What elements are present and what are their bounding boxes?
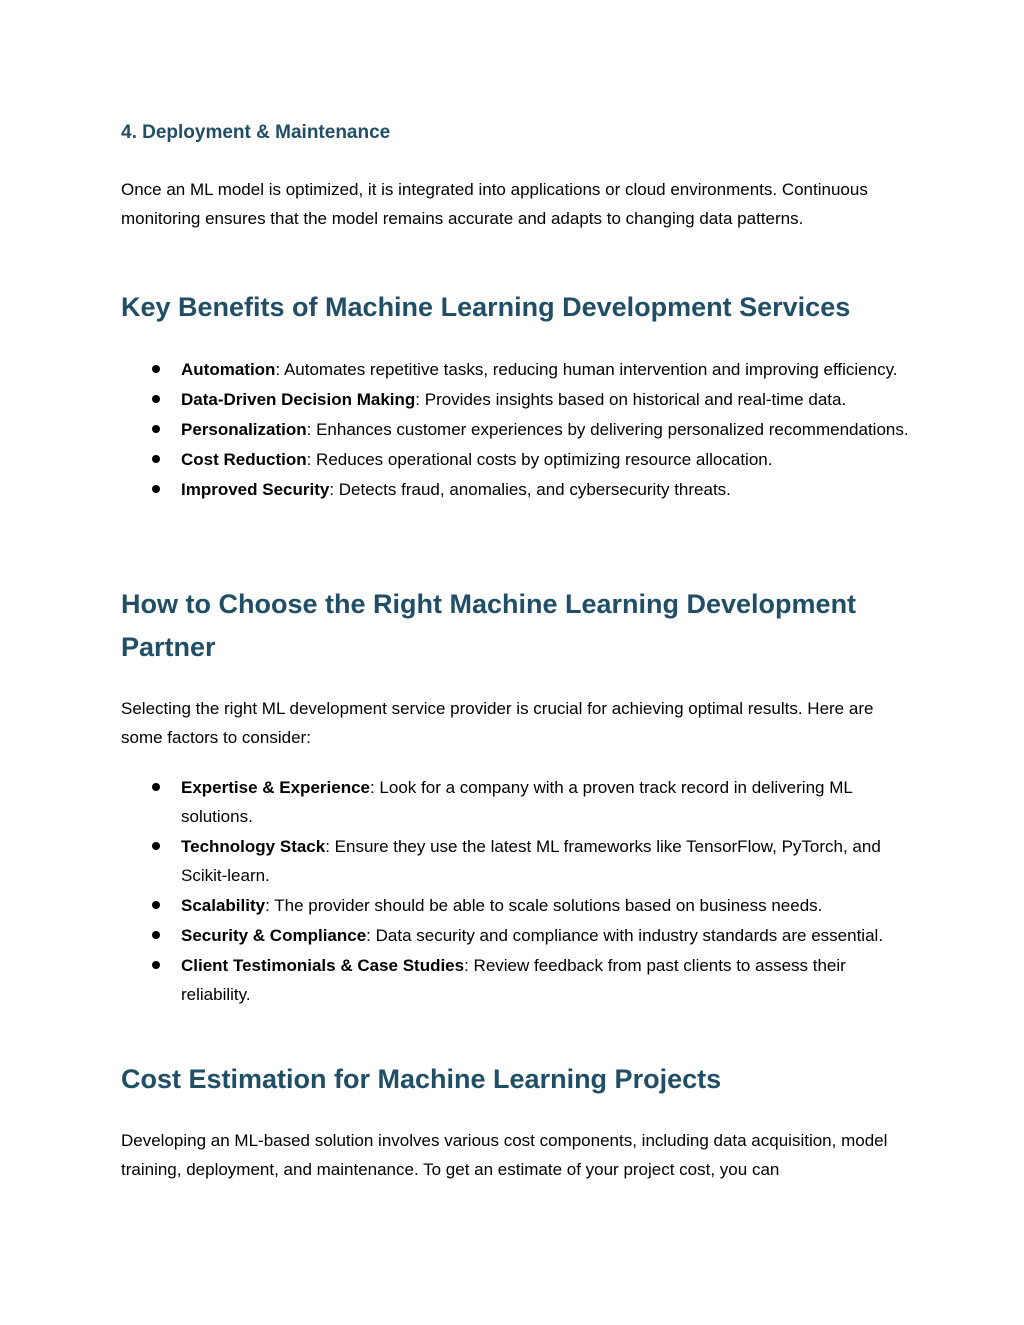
partner-factors-list xyxy=(121,773,911,1010)
list-item xyxy=(121,773,911,831)
benefits-heading: Key Benefits of Machine Learning Development Services xyxy=(121,292,851,322)
list-item-term: Scalability xyxy=(181,896,266,915)
partner-heading: How to Choose the Right Machine Learning Development Partner xyxy=(121,589,857,662)
list-item xyxy=(121,891,911,920)
list-item-desc: : The provider should be able to scale solutions based on business needs. xyxy=(265,896,823,915)
bullet-icon xyxy=(152,395,160,403)
list-item-term: Personalization xyxy=(181,420,307,439)
bullet-icon xyxy=(152,365,160,373)
bullet-icon xyxy=(152,842,160,850)
list-item-term: Data-Driven Decision Making xyxy=(181,390,416,409)
list-item-term: Security & Compliance xyxy=(181,926,367,945)
list-item-term: Expertise & Experience xyxy=(181,778,370,797)
list-item xyxy=(121,355,911,384)
bullet-icon xyxy=(152,931,160,939)
list-item-term: Automation xyxy=(181,360,276,379)
list-item-desc: : Ensure they use the latest ML frameworks like TensorFlow, PyTorch, and Scikit-learn. xyxy=(181,837,881,885)
bullet-icon xyxy=(152,901,160,909)
list-item-desc: : Look for a company with a proven track record in delivering ML solutions. xyxy=(181,778,853,826)
bullet-icon xyxy=(152,783,160,791)
list-item xyxy=(121,921,911,950)
bullet-icon xyxy=(152,425,160,433)
bullet-icon xyxy=(152,455,160,463)
list-item xyxy=(121,951,911,1009)
list-item-term: Technology Stack xyxy=(181,837,326,856)
list-item-desc: : Data security and compliance with industry standards are essential. xyxy=(366,926,884,945)
list-item xyxy=(121,832,911,890)
bullet-icon xyxy=(152,485,160,493)
list-item-desc: : Provides insights based on historical and real-time data. xyxy=(415,390,847,409)
list-item xyxy=(121,475,911,504)
deployment-heading: 4. Deployment & Maintenance xyxy=(121,122,391,143)
deployment-paragraph: Once an ML model is optimized, it is integrated into applications or cloud environments. Continuous monitoring ensures that the model remains accurate and adapts to changing data patterns. xyxy=(121,180,868,228)
list-item-desc: : Reduces operational costs by optimizing resource allocation. xyxy=(306,450,773,469)
list-item-term: Cost Reduction xyxy=(181,450,307,469)
list-item-term: Improved Security xyxy=(181,480,330,499)
bullet-icon xyxy=(152,961,160,969)
cost-paragraph: Developing an ML-based solution involves various cost components, including data acquisition, model training, deployment, and maintenance. To get an estimate of your project cost, you can xyxy=(121,1131,888,1179)
list-item-desc: : Enhances customer experiences by delivering personalized recommendations. xyxy=(306,420,909,439)
list-item xyxy=(121,415,911,444)
list-item-desc: : Automates repetitive tasks, reducing human intervention and improving efficiency. xyxy=(275,360,898,379)
partner-intro: Selecting the right ML development service provider is crucial for achieving optimal results. Here are some factors to consider: xyxy=(121,699,874,747)
cost-heading: Cost Estimation for Machine Learning Projects xyxy=(121,1064,722,1094)
list-item xyxy=(121,445,911,474)
list-item xyxy=(121,385,911,414)
list-item-desc: : Detects fraud, anomalies, and cybersecurity threats. xyxy=(329,480,731,499)
list-item-term: Client Testimonials & Case Studies xyxy=(181,956,465,975)
list-item-desc: : Review feedback from past clients to assess their reliability. xyxy=(181,956,846,1004)
benefits-list xyxy=(121,355,911,505)
